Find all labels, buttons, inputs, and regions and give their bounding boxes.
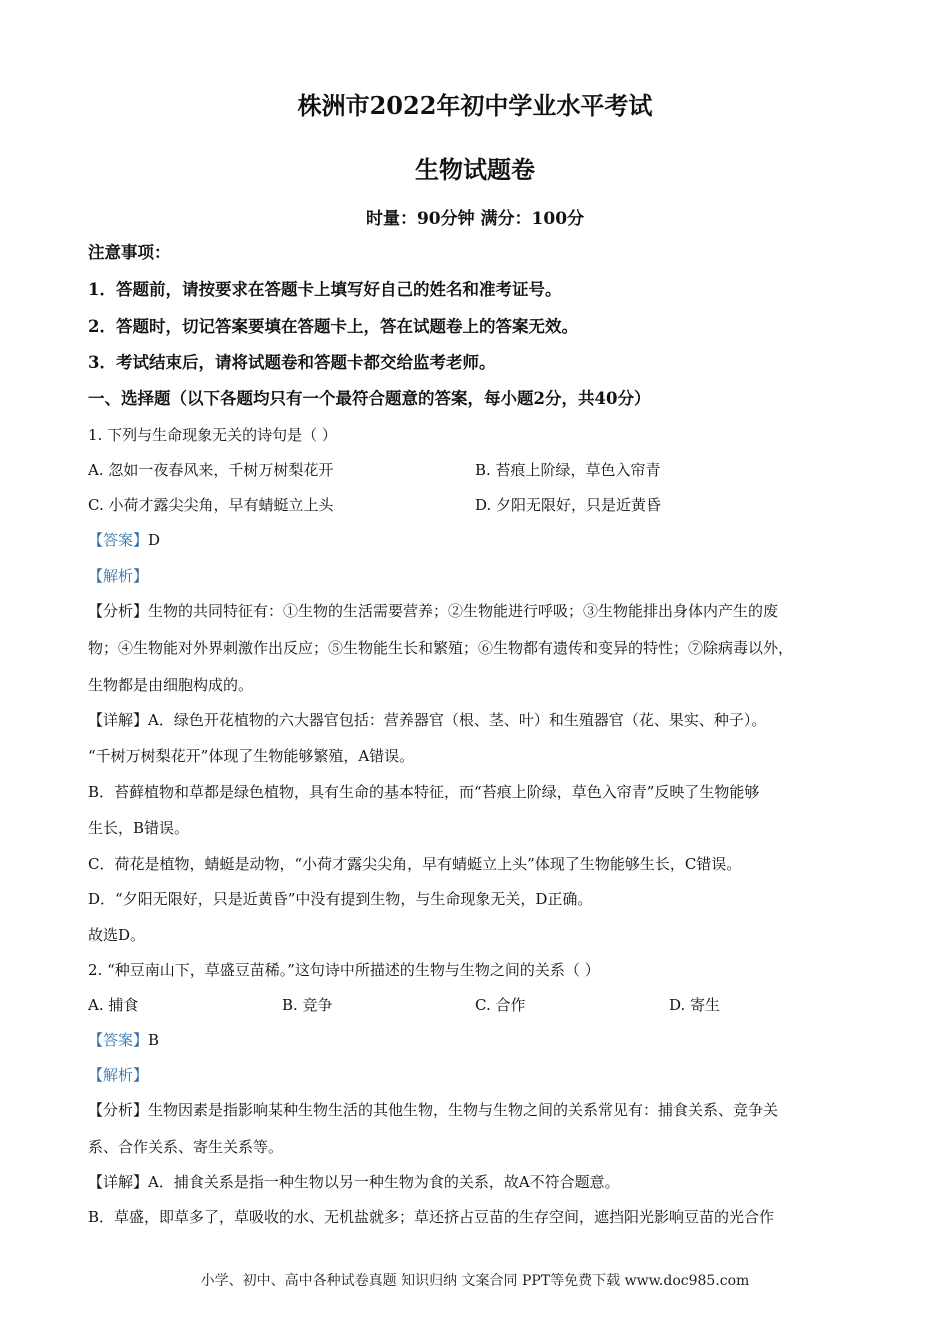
- option-b: B. 苔痕上阶绿，草色入帘青: [475, 461, 661, 479]
- detail-text: “千树万树梨花开”体现了生物能够繁殖，A错误。: [88, 747, 415, 765]
- answer-value: B: [148, 1031, 160, 1049]
- notice-item: 1．答题前，请按要求在答题卡上填写好自己的姓名和准考证号。: [88, 280, 562, 299]
- option-c: C. 小荷才露尖尖角，早有蜻蜓立上头: [88, 496, 334, 514]
- page-footer: 小学、初中、高中各种试卷真题 知识归纳 文案合同 PPT等免费下载 www.doc985.com: [200, 1273, 750, 1289]
- exam-title: 株洲市2022年初中学业水平考试: [297, 91, 653, 120]
- option-a: A. 忽如一夜春风来，千树万树梨花开: [88, 461, 334, 479]
- detail-line: [88, 710, 878, 730]
- analysis-label: 【解析】: [88, 1066, 149, 1084]
- question-stem: 1. 下列与生命现象无关的诗句是（ ）: [88, 426, 337, 444]
- fenxi-line: [88, 601, 878, 621]
- answer-line: [88, 1030, 878, 1050]
- option-c: C. 合作: [475, 996, 526, 1014]
- option-a: A. 捕食: [88, 996, 139, 1014]
- notice-heading: 注意事项：: [88, 243, 171, 262]
- detail-line: [88, 1172, 878, 1192]
- fenxi-text: 生物因素是指影响某种生物生活的其他生物，生物与生物之间的关系常见有：捕食关系、竞争关: [148, 1101, 779, 1119]
- fenxi-label: 【分析】: [88, 602, 149, 620]
- option-d: D. 夕阳无限好，只是近黄昏: [475, 496, 662, 514]
- fenxi-text: 生物的共同特征有：①生物的生活需要营养；②生物能进行呼吸；③生物能排出身体内产生的废: [148, 602, 779, 620]
- section-heading: 一、选择题（以下各题均只有一个最符合题意的答案，每小题2分，共40分）: [88, 389, 651, 408]
- option-d: D. 寄生: [669, 996, 721, 1014]
- detail-label: 【详解】: [88, 1173, 149, 1191]
- analysis-label: 【解析】: [88, 567, 149, 585]
- fenxi-label: 【分析】: [88, 1101, 149, 1119]
- answer-label: 【答案】: [88, 1031, 149, 1049]
- exam-subtitle: 生物试题卷: [415, 155, 535, 184]
- detail-text: A．捕食关系是指一种生物以另一种生物为食的关系，故A不符合题意。: [148, 1173, 620, 1191]
- detail-text: A．绿色开花植物的六大器官包括：营养器官（根、茎、叶）和生殖器官（花、果实、种子）。: [148, 711, 767, 729]
- exam-meta: 时量：90分钟 满分：100分: [365, 209, 585, 229]
- detail-text: B．苔藓植物和草都是绿色植物，具有生命的基本特征，而“苔痕上阶绿，草色入帘青”反映了生物能够: [88, 783, 760, 801]
- fenxi-text: 生物都是由细胞构成的。: [88, 676, 254, 694]
- option-b: B. 竞争: [282, 996, 333, 1014]
- answer-value: D: [148, 531, 161, 549]
- detail-text: B．草盛，即草多了，草吸收的水、无机盐就多；草还挤占豆苗的生存空间，遮挡阳光影响豆苗的光合作: [88, 1208, 775, 1226]
- detail-text: 生长，B错误。: [88, 819, 190, 837]
- detail-text: C．荷花是植物，蜻蜓是动物，“小荷才露尖尖角，早有蜻蜓立上头”体现了生物能够生长，C错误。: [88, 855, 742, 873]
- fenxi-text: 物；④生物能对外界刺激作出反应；⑤生物能生长和繁殖；⑥生物都有遗传和变异的特性；⑦除病毒以外，: [88, 639, 794, 657]
- conclusion: 故选D。: [88, 926, 146, 944]
- answer-line: [88, 530, 878, 550]
- fenxi-line: [88, 1100, 878, 1120]
- question-stem: 2. “种豆南山下，草盛豆苗稀。”这句诗中所描述的生物与生物之间的关系（ ）: [88, 961, 600, 979]
- detail-text: D．“夕阳无限好，只是近黄昏”中没有提到生物，与生命现象无关，D正确。: [88, 890, 593, 908]
- notice-item: 2．答题时，切记答案要填在答题卡上，答在试题卷上的答案无效。: [88, 317, 578, 336]
- detail-label: 【详解】: [88, 711, 149, 729]
- answer-label: 【答案】: [88, 531, 149, 549]
- notice-item: 3．考试结束后，请将试题卷和答题卡都交给监考老师。: [88, 353, 496, 372]
- fenxi-text: 系、合作关系、寄生关系等。: [88, 1138, 284, 1156]
